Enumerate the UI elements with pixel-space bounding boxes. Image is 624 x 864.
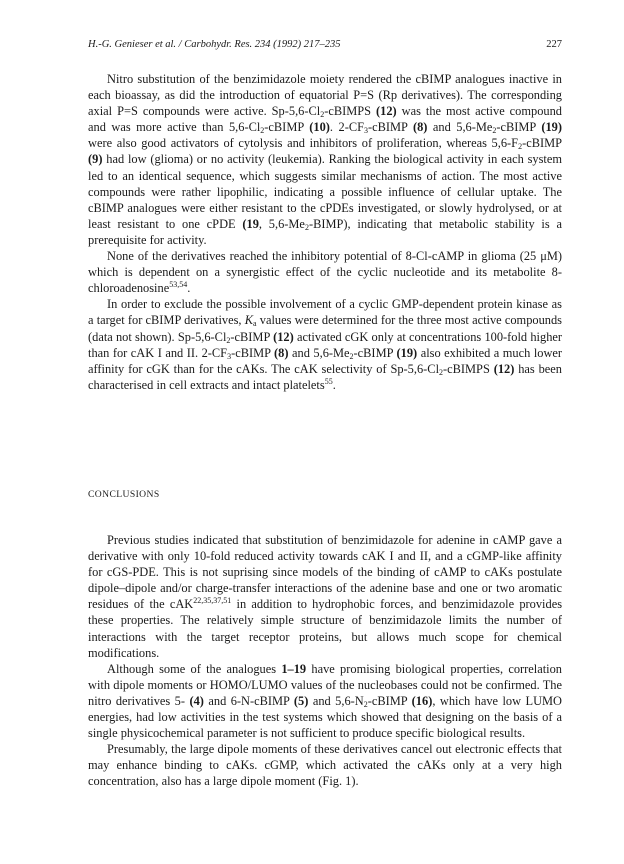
section-heading: CONCLUSIONS	[88, 489, 160, 500]
paragraph: Previous studies indicated that substitution of benzimidazole for adenine in cAMP gave a derivative with only 10-fold reduced activity towards cAK I and II, and a cGMP-like affinity for cGS-PDE. This is not suprising since models of the binding of cAMP to cAKs postulate dipole–dipole and/or charge-transfer interactions of the adenine base and one or two aromatic residues of the cAK$^{22,35,37,51}$ in addition to hydrophobic forces, and benzimidazole provides these properties. The relatively simple structure of benzimidazole limits the number of interactions with the target receptor proteins, but allows much scope for chemical modifications.	[88, 533, 563, 660]
running-header	[88, 39, 564, 55]
conclusions-text	[88, 532, 562, 790]
running-head: H.-G. Genieser et al. / Carbohydr. Res. 234 (1992) 217–235	[88, 39, 341, 50]
paragraph: Nitro substitution of the benzimidazole moiety rendered the cBIMP analogues inactive in each bioassay, as did the introduction of equatorial P=S (Rp derivatives). The corresponding axial P=S compounds were active. $Sp-5,6-Cl_2$-cBIMPS (12) was the most active compound and was more active than $5,6-Cl_2$-cBIMP (10). $2-CF_3$-cBIMP (8) and $5,6-Me_2$-cBIMP (19) were also good activators of cytolysis and inhibitors of proliferation, whereas $5,6-F_2$-cBIMP (9) had low (glioma) or no activity (leukemia). Ranking the biological activity in each system led to an identical sequence, which suggests similar mechanisms of action. The most active compounds were rather lipophilic, indicating a possible influence of cellular uptake. The cBIMP analogues were either resistant to the cPDEs investigated, or slowly hydrolysed, or at least resistant to one cPDE (19, $5,6-Me_2-BIMP$), indicating that metabolic stability is a prerequisite for activity.	[88, 72, 562, 247]
paragraph: None of the derivatives reached the inhibitory potential of 8-Cl-cAMP in glioma (25 μM) which is dependent on a synergistic effect of the cyclic nucleotide and its metabolite 8-chloroadenosine$^{53,54}$.	[88, 249, 562, 296]
paragraph: Presumably, the large dipole moments of these derivatives cancel out electronic effects that may enhance binding to cAKs. cGMP, which activated the cAKs only at a very high concentration, also has a large dipole moment (Fig. 1).	[88, 742, 562, 789]
results-text	[88, 71, 562, 393]
paragraph: Although some of the analogues 1–19 have promising biological properties, correlation with dipole moments or HOMO/LUMO values of the nucleobases could not be confirmed. The nitro derivatives 5- (4) and 6-N-cBIMP (5) and $5,6-N_2$-cBIMP (16), which have low LUMO energies, had low activities in the test systems which showed that designing on the basis of a single physicochemical parameter is not sufficient to produce specific biological results.	[88, 661, 562, 741]
paragraph: In order to exclude the possible involvement of a cyclic GMP-dependent protein kinase as a target for cBIMP derivatives, $K_a$ values were determined for the three most active compounds (data not shown). $Sp-5,6-Cl_2$-cBIMP (12) activated cGK only at concentrations 100-fold higher than for cAK I and II. $2-CF_3$-cBIMP (8) and $5,6-Me_2$-cBIMP (19) also exhibited a much lower affinity for cGK than for the cAKs. The cAK selectivity of $Sp-5,6-Cl_2$-cBIMPS (12) has been characterised in cell extracts and intact platelets$^{55}$.	[88, 297, 563, 392]
page-number: 227	[546, 39, 562, 50]
